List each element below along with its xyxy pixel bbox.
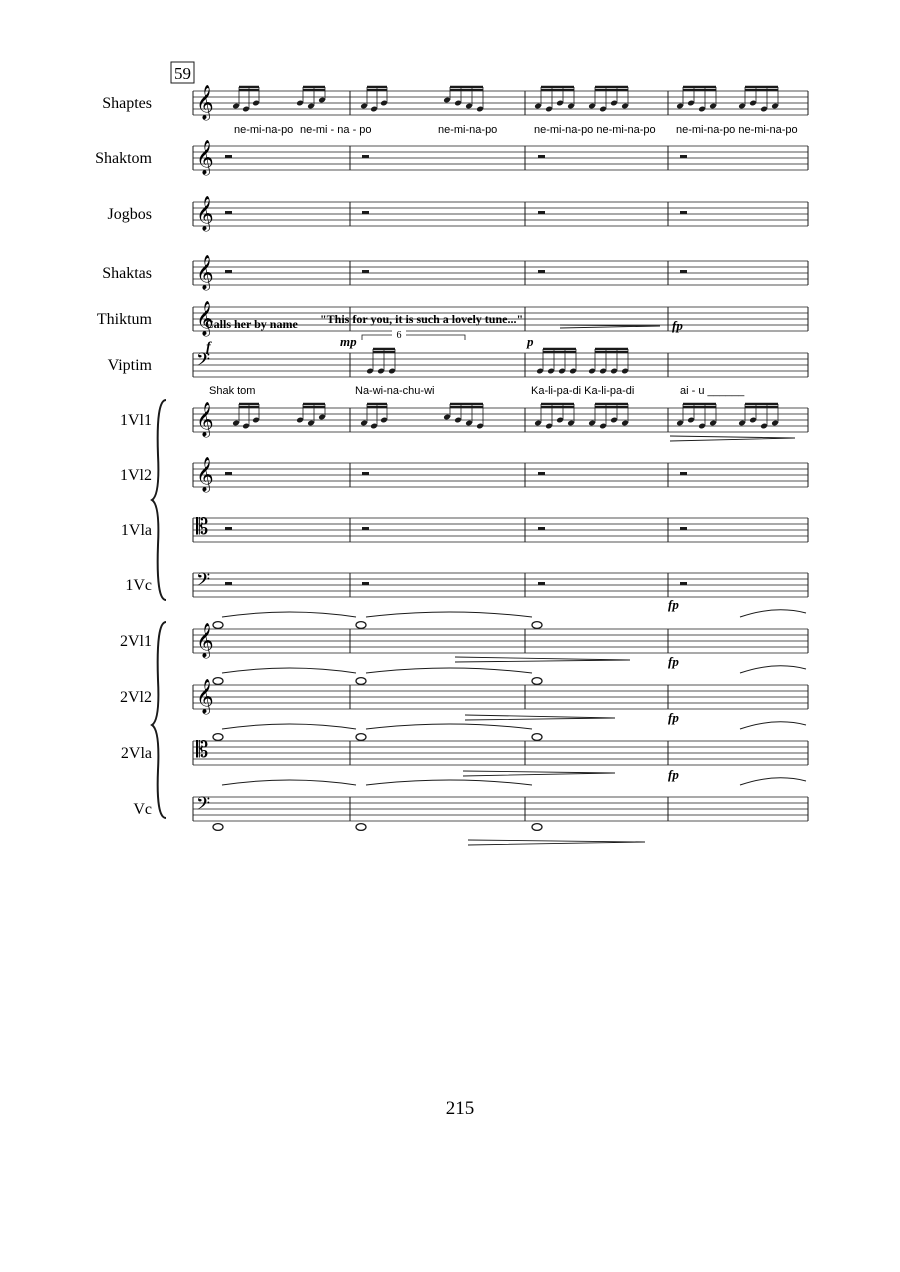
half-rest (680, 582, 687, 585)
half-rest (362, 527, 369, 530)
half-rest (225, 270, 232, 273)
staff-shaktas (193, 255, 808, 291)
lyric: ne-mi-na-po ne-mi-na-po (676, 124, 798, 136)
half-rest (680, 472, 687, 475)
half-rest (680, 527, 687, 530)
half-rest (680, 211, 687, 214)
tie (740, 610, 806, 617)
instrument-labels (95, 95, 152, 818)
lyric: Na-wi-na-chu-wi (355, 385, 435, 397)
instrument-label-1vc: 1Vc (125, 577, 152, 594)
bass-clef-icon: 𝄢 (196, 794, 211, 819)
dynamic-f: f (206, 340, 211, 355)
staves (193, 85, 808, 821)
half-note (356, 824, 366, 831)
tie (366, 724, 532, 729)
dynamic-fp-vc: fp (668, 767, 679, 782)
treble-clef-icon: 𝄞 (196, 255, 214, 290)
half-rest (225, 211, 232, 214)
half-rest (538, 472, 545, 475)
lyric: Shak tom (209, 385, 256, 397)
half-rest (680, 155, 687, 158)
half-rest (538, 527, 545, 530)
half-rest (225, 155, 232, 158)
treble-clef-icon: 𝄞 (196, 301, 214, 336)
tie (366, 612, 532, 617)
instrument-label-shaktas: Shaktas (102, 265, 152, 282)
alto-clef-icon: 𝄡 (196, 515, 209, 540)
treble-clef-icon: 𝄞 (196, 679, 214, 714)
instrument-label-2vl1: 2Vl1 (120, 633, 152, 650)
half-rest (362, 472, 369, 475)
lyric: ne-mi-na-po (234, 124, 294, 136)
dynamic-fp-2vla: fp (668, 710, 679, 725)
staff-1vla (193, 515, 808, 542)
staff-2vla (193, 738, 808, 765)
tie (366, 668, 532, 673)
bass-clef-icon: 𝄢 (196, 570, 211, 595)
treble-clef-icon: 𝄞 (196, 402, 214, 437)
staff-viptim (193, 350, 808, 377)
tuplet-bracket (362, 335, 465, 340)
half-rest (225, 472, 232, 475)
staff-2vl2 (193, 679, 808, 715)
treble-clef-icon: 𝄞 (196, 140, 214, 175)
tie (222, 668, 356, 673)
instrument-label-2vl2: 2Vl2 (120, 689, 152, 706)
half-rest (538, 211, 545, 214)
instrument-label-shaptes: Shaptes (102, 95, 152, 112)
tie (366, 780, 532, 785)
half-rest (538, 582, 545, 585)
tie (222, 612, 356, 617)
half-note (213, 678, 223, 685)
staff-1vl2 (193, 457, 808, 493)
half-rest (362, 582, 369, 585)
tie (740, 722, 806, 729)
half-note (356, 622, 366, 629)
staff-vc (193, 794, 808, 821)
half-rest (225, 582, 232, 585)
shaptes-group (296, 87, 326, 109)
dynamic-fp-2vl2: fp (668, 654, 679, 669)
dynamic-fp-thiktum: fp (672, 318, 683, 333)
notes-layer (213, 87, 806, 830)
instrument-label-1vla: 1Vla (120, 522, 152, 539)
half-rest (362, 211, 369, 214)
rehearsal-mark: 59 (174, 64, 191, 83)
lyric: ne-mi-na-po (438, 124, 498, 136)
dynamic-mp: mp (340, 334, 357, 349)
half-rest (538, 270, 545, 273)
instrument-label-shaktom: Shaktom (95, 150, 152, 167)
instrument-label-vc: Vc (133, 801, 152, 818)
staff-1vc (193, 570, 808, 597)
half-rest (538, 155, 545, 158)
instrument-label-jogbos: Jogbos (107, 206, 152, 223)
staff-2vl1 (193, 623, 808, 659)
half-note (213, 622, 223, 629)
viptim-lyrics (209, 385, 745, 397)
half-rest (680, 270, 687, 273)
bass-clef-icon: 𝄢 (196, 350, 211, 375)
vl1-group (296, 404, 326, 426)
brace-orchestra-2 (152, 622, 166, 818)
half-note (356, 678, 366, 685)
half-rest (225, 527, 232, 530)
shaptes-lyrics (234, 124, 798, 136)
half-note (213, 824, 223, 831)
staff-shaktom (193, 140, 808, 176)
half-note (213, 734, 223, 741)
half-note (532, 734, 542, 741)
brace-orchestra-1 (152, 400, 166, 600)
treble-clef-icon: 𝄞 (196, 196, 214, 231)
tie (740, 666, 806, 673)
dynamic-p: p (527, 334, 534, 349)
lyric: ai - u ______ (680, 385, 745, 397)
tie (222, 724, 356, 729)
tie (740, 778, 806, 785)
half-note (532, 622, 542, 629)
instrument-label-1vl1: 1Vl1 (120, 412, 152, 429)
instrument-label-thiktum: Thiktum (96, 311, 152, 328)
treble-clef-icon: 𝄞 (196, 623, 214, 658)
instrument-label-2vla: 2Vla (120, 745, 152, 762)
half-note (532, 824, 542, 831)
treble-clef-icon: 𝄞 (196, 85, 214, 120)
half-rest (362, 155, 369, 158)
tuplet-number: 6 (396, 330, 402, 341)
half-rest (362, 270, 369, 273)
thiktum-spoken-1: Calls her by name (205, 317, 298, 331)
page-number: 215 (445, 1098, 475, 1119)
dynamic-fp-2vl1: fp (668, 597, 679, 612)
lyric: ne-mi-na-po ne-mi-na-po (534, 124, 656, 136)
alto-clef-icon: 𝄡 (196, 738, 209, 763)
tie (222, 780, 356, 785)
treble-clef-icon: 𝄞 (196, 457, 214, 492)
half-note (356, 734, 366, 741)
staff-jogbos (193, 196, 808, 232)
half-note (532, 678, 542, 685)
lyric: Ka-li-pa-di Ka-li-pa-di (531, 385, 635, 397)
instrument-label-1vl2: 1Vl2 (120, 467, 152, 484)
thiktum-spoken-2: "This for you, it is such a lovely tune..." (320, 312, 524, 326)
instrument-label-viptim: Viptim (107, 357, 152, 374)
lyric: ne-mi - na - po (300, 124, 372, 136)
